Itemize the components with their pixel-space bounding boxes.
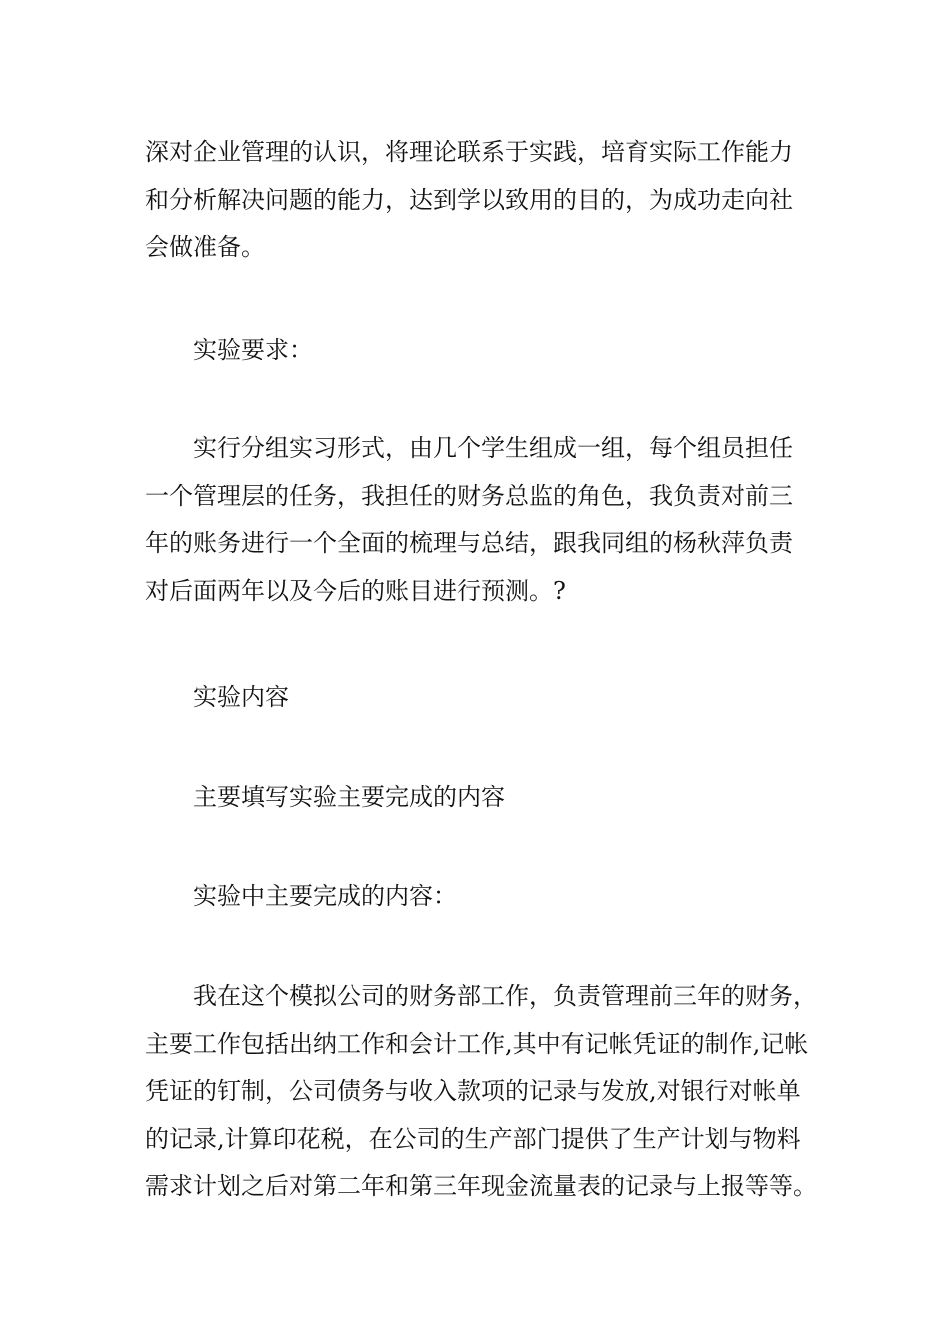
requirements-heading [145, 327, 835, 375]
paragraph-line: 深对企业管理的认识，将理论联系于实践，培育实际工作能力 [145, 138, 793, 166]
content-subheading [145, 873, 835, 921]
paragraph-line: 需求计划之后对第二年和第三年现金流量表的记录与上报等等。 [145, 1172, 817, 1200]
paragraph-line: 和分析解决问题的能力，达到学以致用的目的，为成功走向社 [145, 185, 793, 214]
content-heading [145, 674, 835, 722]
heading-line: 实验内容 [193, 683, 289, 711]
heading-line: 实验中主要完成的内容： [193, 882, 457, 910]
paragraph-line: 主要工作包括出纳工作和会计工作,其中有记帐凭证的制作,记帐 [145, 1029, 809, 1058]
paragraph-line: 主要填写实验主要完成的内容 [193, 783, 505, 811]
paragraph-line: 对后面两年以及今后的账目进行预测。? [145, 576, 566, 605]
paragraph-line: 一个管理层的任务，我担任的财务总监的角色，我负责对前三 [145, 481, 793, 510]
paragraph-line: 会做准备。 [145, 233, 265, 261]
paragraph-line: 年的账务进行一个全面的梳理与总结，跟我同组的杨秋萍负责 [145, 529, 793, 557]
heading-line: 实验要求： [193, 336, 313, 364]
content-instruction [145, 774, 835, 822]
paragraph-line: 我在这个模拟公司的财务部工作，负责管理前三年的财务， [193, 982, 817, 1010]
requirements-paragraph [145, 425, 835, 615]
paragraph-line: 凭证的钉制，公司债务与收入款项的记录与发放,对银行对帐单 [145, 1077, 801, 1105]
content-paragraph [145, 973, 835, 1211]
intro-paragraph [145, 129, 835, 272]
paragraph-line: 的记录,计算印花税，在公司的生产部门提供了生产计划与物料 [145, 1124, 801, 1153]
paragraph-line: 实行分组实习形式，由几个学生组成一组，每个组员担任 [193, 434, 793, 462]
